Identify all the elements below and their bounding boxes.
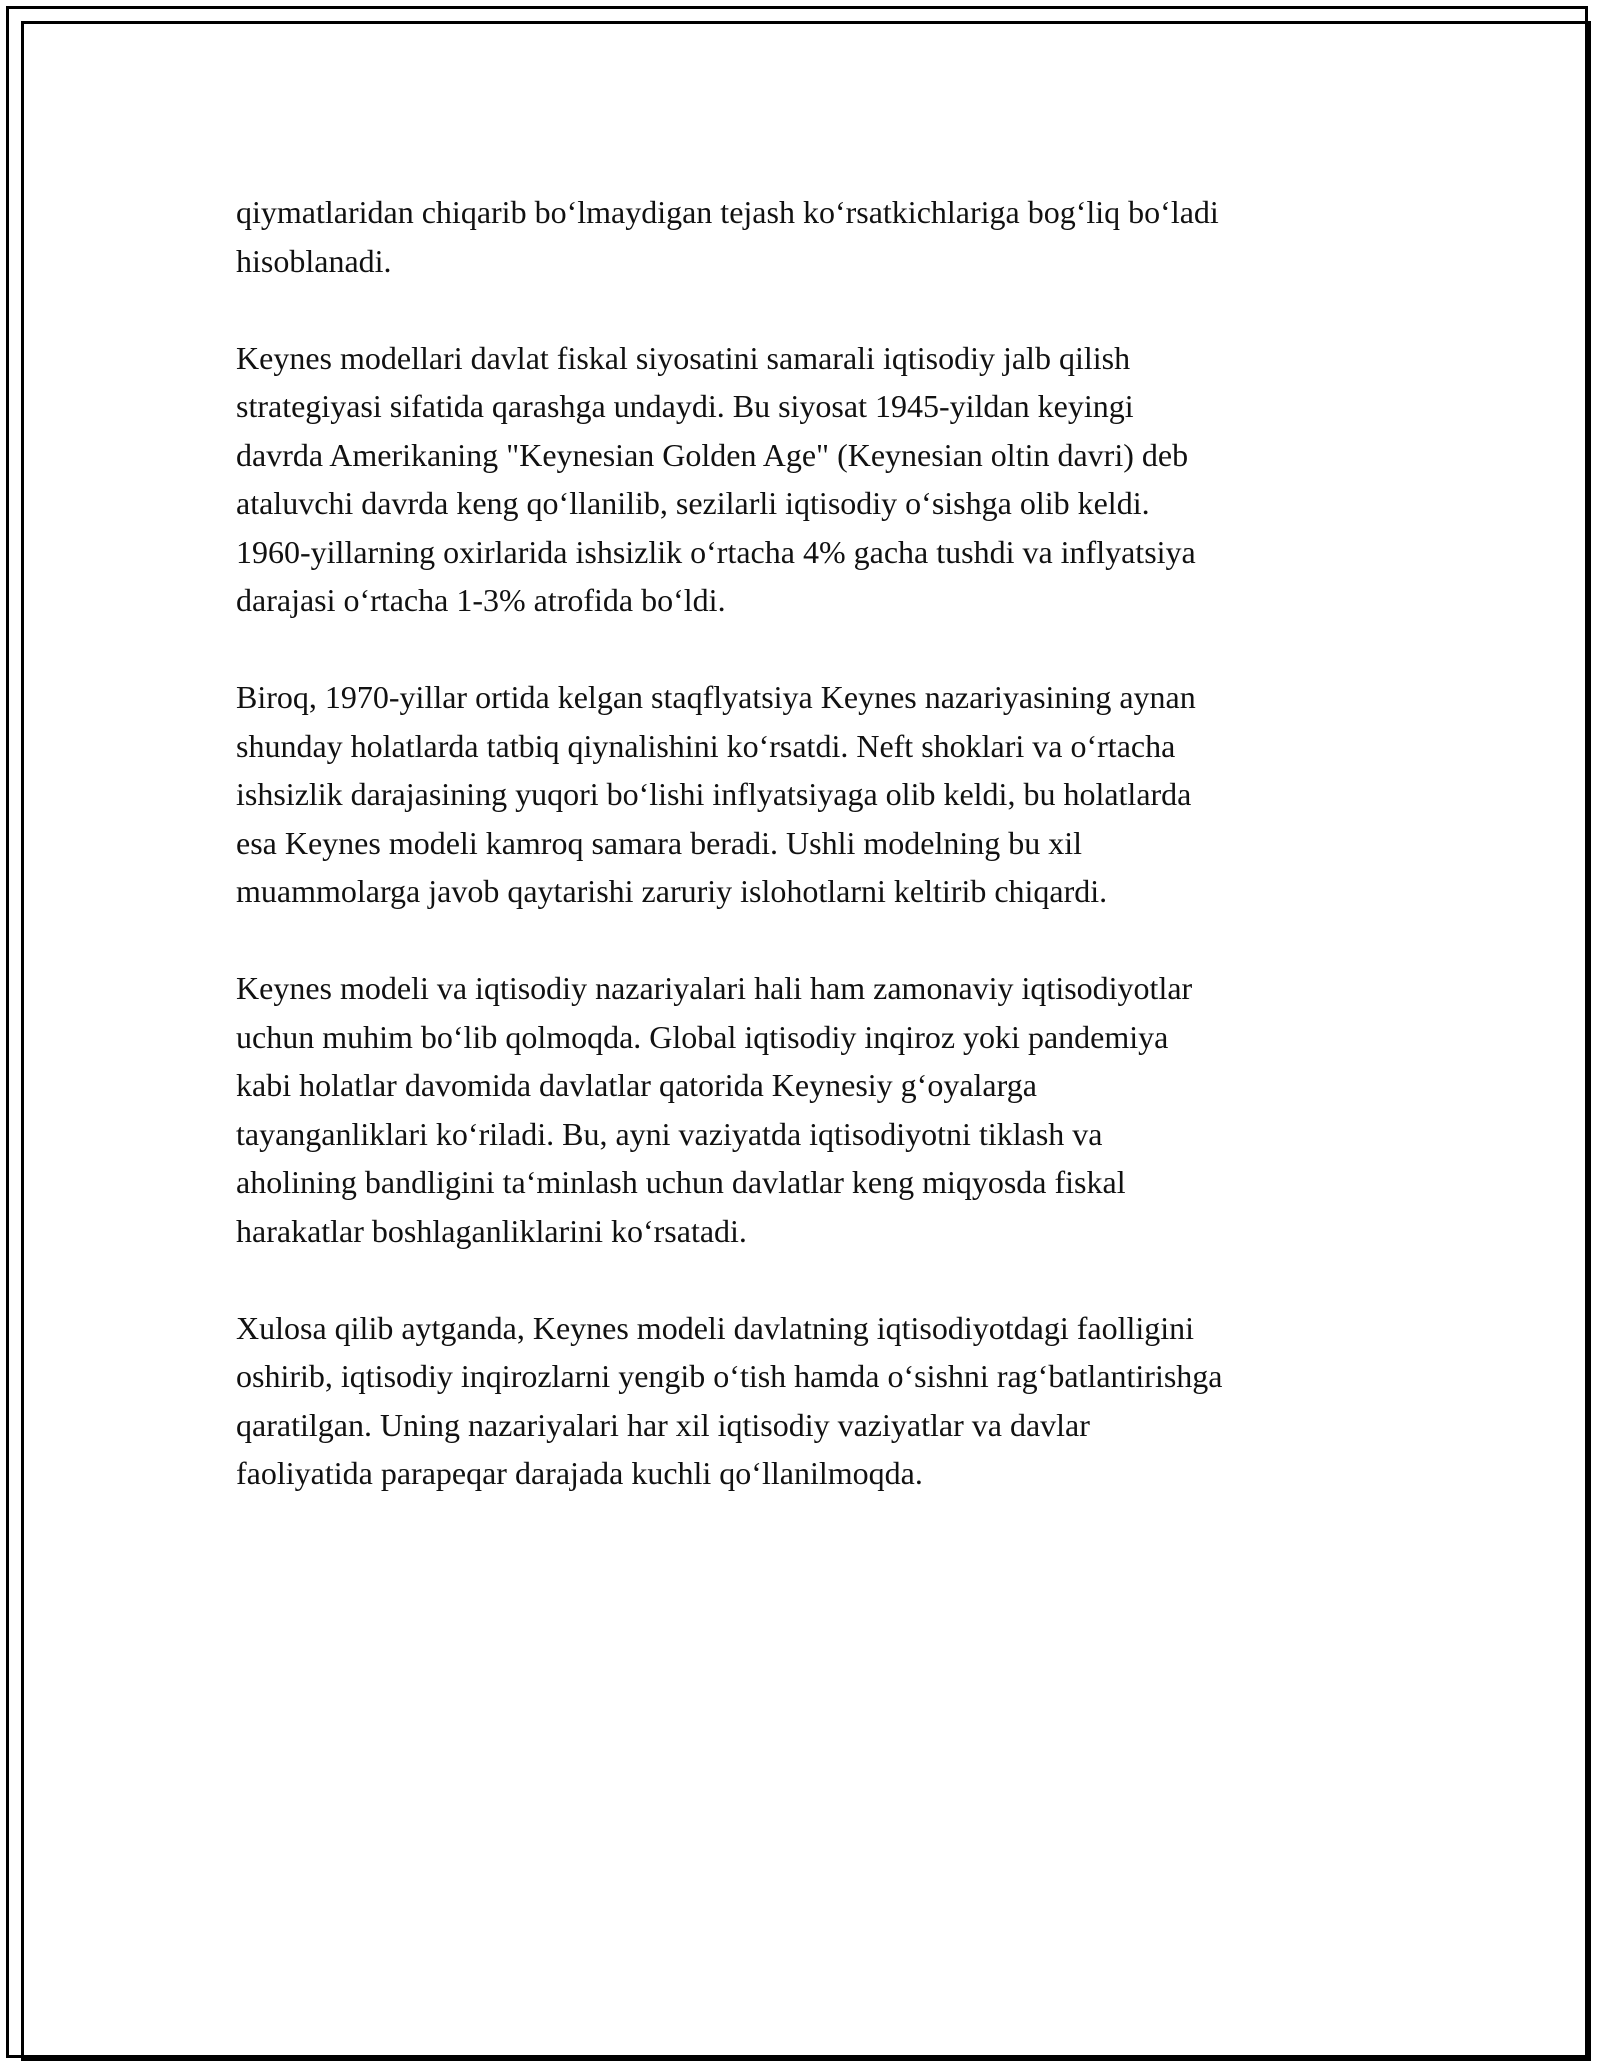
paragraph-1: qiymatlaridan chiqarib bo‘lmaydigan tejash ko‘rsatkichlariga bog‘liq bo‘ladi hisoblanadi. [236,194,1219,279]
paragraph-4: Keynes modeli va iqtisodiy nazariyalari hali ham zamonaviy iqtisodiyotlar uchun muhim bo‘lib qolmoqda. Global iqtisodiy inqiroz yoki pandemiya kabi holatlar davomida davlatlar qatorida Keynesiy g‘oyalarga tayanganliklari ko‘riladi. Bu, ayni vaziyatda iqtisodiyotni tiklash va aholining bandligini ta‘minlash uchun davlatlar keng miqyosda fiskal harakatlar boshlaganliklarini ko‘rsatadi. [236,970,1193,1249]
document-body [236,188,1376,1546]
paragraph-3: Biroq, 1970-yillar ortida kelgan staqflyatsiya Keynes nazariyasining aynan shunday holatlarda tatbiq qiynalishini ko‘rsatdi. Neft shoklari va o‘rtacha ishsizlik darajasining yuqori bo‘lishi inflyatsiyaga olib keldi, bu holatlarda esa Keynes modeli kamroq samara beradi. Ushli modelning bu xil muammolarga javob qaytarishi zaruriy islohotlarni keltirib chiqardi. [236,679,1196,909]
paragraph-2: Keynes modellari davlat fiskal siyosatini samarali iqtisodiy jalb qilish strategiyasi sifatida qarashga undaydi. Bu siyosat 1945-yildan keyingi davrda Amerikaning "Keynesian Golden Age" (Keynesian oltin davri) deb ataluvchi davrda keng qo‘llanilib, sezilarli iqtisodiy o‘sishga olib keldi. 1960-yillarning oxirlarida ishsizlik o‘rtacha 4% gacha tushdi va inflyatsiya darajasi o‘rtacha 1-3% atrofida bo‘ldi. [236,339,1196,618]
paragraph-5: Xulosa qilib aytganda, Keynes modeli davlatning iqtisodiyotdagi faolligini oshirib, iqtisodiy inqirozlarni yengib o‘tish hamda o‘sishni rag‘batlantirishga qaratilgan. Uning nazariyalari har xil iqtisodiy vaziyatlar va davlar faoliyatida parapeqar darajada kuchli qo‘llanilmoqda. [236,1309,1223,1491]
